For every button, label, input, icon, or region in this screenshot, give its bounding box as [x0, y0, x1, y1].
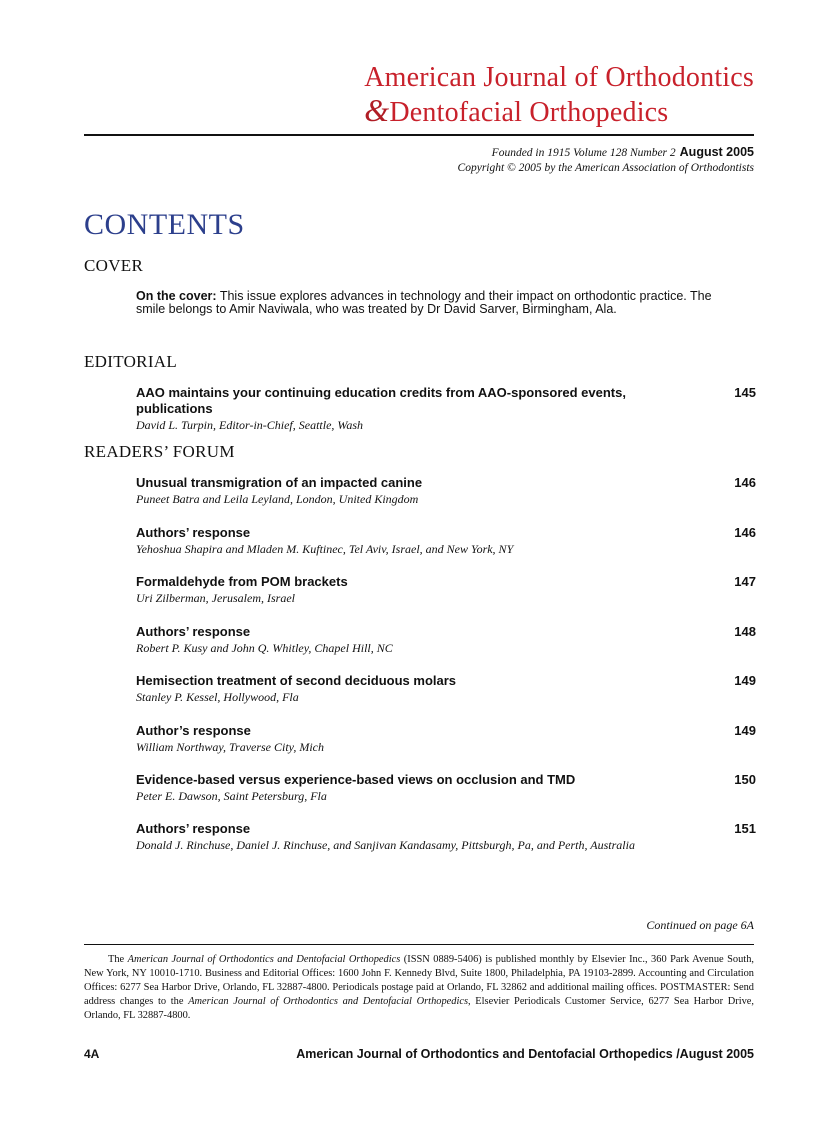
journal-title-line2 [364, 94, 754, 129]
entry-authors: Donald J. Rinchuse, Daniel J. Rinchuse, and Sanjivan Kandasamy, Pittsburgh, Pa, and Perth, Australia [136, 838, 635, 852]
entry-authors: Stanley P. Kessel, Hollywood, Fla [136, 690, 299, 704]
entry-title[interactable]: Evidence-based versus experience-based views on occlusion and TMD [136, 772, 576, 787]
footer-rule [84, 944, 754, 945]
entry-authors: Puneet Batra and Leila Leyland, London, United Kingdom [136, 492, 419, 506]
entry-page: 146 [734, 475, 756, 490]
journal-title-line2-text: Dentofacial Orthopedics [389, 97, 669, 128]
publisher-text: (ISSN 0889-5406) is published monthly by Elsevier Inc., 360 Park Avenue South, New York, NY 10010-1710. Business and Editorial Offices: 1600 John F. Kennedy Blvd, Suite 1800, Philadelphia, PA 19103-2899. Accounting and Circulation Offices: 6277 Sea Harbor Drive, Orlando, FL 32887-4800. Periodicals postage paid at Orlando, FL 32862 and additional mailing offices. POSTMASTER: Send address changes to the [84, 954, 754, 1007]
entry-title[interactable]: Authors’ response [136, 525, 251, 540]
section-heading-readers-forum: READERS’ FORUM [84, 442, 235, 461]
issue-line: Founded in 1915 Volume 128 Number 2 [491, 147, 676, 159]
entry-page: 149 [734, 723, 756, 738]
entry-page: 149 [734, 673, 756, 688]
entry-page: 148 [734, 624, 756, 639]
publisher-text: The [108, 954, 128, 965]
entry-page: 145 [734, 385, 756, 400]
publisher-info [84, 953, 754, 1023]
cover-label: On the cover: [136, 289, 217, 303]
entry-page: 146 [734, 525, 756, 540]
entry-authors: William Northway, Traverse City, Mich [136, 740, 325, 754]
page-number: 4A [84, 1047, 100, 1061]
entry-authors: David L. Turpin, Editor-in-Chief, Seattle, Wash [136, 418, 363, 432]
toc-entry[interactable] [136, 525, 756, 557]
publisher-journal-name: American Journal of Orthodontics and Dentofacial Orthopedics [127, 954, 401, 965]
entry-title[interactable]: Hemisection treatment of second deciduous molars [136, 673, 457, 688]
entry-title[interactable]: Authors’ response [136, 624, 251, 639]
journal-title-line1: American Journal of Orthodontics [364, 62, 754, 93]
section-heading-editorial: EDITORIAL [84, 352, 178, 371]
continued-note[interactable]: Continued on page 6A [646, 918, 754, 932]
contents-heading: CONTENTS [84, 208, 245, 241]
entry-authors: Peter E. Dawson, Saint Petersburg, Fla [136, 789, 327, 803]
entry-authors: Yehoshua Shapira and Mladen M. Kuftinec, Tel Aviv, Israel, and New York, NY [136, 542, 514, 556]
entry-title[interactable]: Formaldehyde from POM brackets [136, 574, 348, 589]
cover-text: This issue explores advances in technology and their impact on orthodontic practice. The smile belongs to Amir Naviwala, who was treated by Dr David Sarver, Birmingham, Ala. [136, 289, 712, 316]
issue-date: August 2005 [679, 145, 754, 159]
entry-page: 147 [734, 574, 756, 589]
running-title: American Journal of Orthodontics and Dentofacial Orthopedics /August 2005 [296, 1047, 754, 1061]
publisher-journal-name: American Journal of Orthodontics and Dentofacial Orthopedics [188, 996, 469, 1007]
entry-title[interactable]: AAO maintains your continuing education credits from AAO-sponsored events, publications [136, 385, 626, 416]
toc-entry[interactable] [136, 624, 756, 656]
toc-entry[interactable] [136, 821, 756, 853]
entry-title[interactable]: Authors’ response [136, 821, 251, 836]
toc-entry[interactable] [136, 385, 756, 433]
entry-authors: Robert P. Kusy and John Q. Whitley, Chapel Hill, NC [136, 641, 393, 655]
toc-entry[interactable] [136, 673, 756, 705]
publisher-text: , Elsevier Periodicals Customer Service, 6277 Sea Harbor Drive, Orlando, FL 32887-4800. [84, 996, 755, 1021]
journal-title [364, 62, 754, 129]
ampersand: & [364, 92, 390, 128]
toc-entry[interactable] [136, 475, 756, 507]
toc-entry[interactable] [136, 574, 756, 606]
copyright: Copyright © 2005 by the American Association of Orthodontists [457, 162, 754, 174]
toc-entry[interactable] [136, 772, 756, 804]
entry-title[interactable]: Unusual transmigration of an impacted canine [136, 475, 423, 490]
header-rule [84, 134, 754, 136]
cover-description [136, 290, 716, 315]
section-heading-cover: COVER [84, 256, 144, 275]
entry-page: 150 [734, 772, 756, 787]
entry-page: 151 [734, 821, 756, 836]
entry-authors: Uri Zilberman, Jerusalem, Israel [136, 591, 295, 605]
entry-title[interactable]: Author’s response [136, 723, 251, 738]
issue-info [458, 145, 754, 176]
toc-entry[interactable] [136, 723, 756, 755]
